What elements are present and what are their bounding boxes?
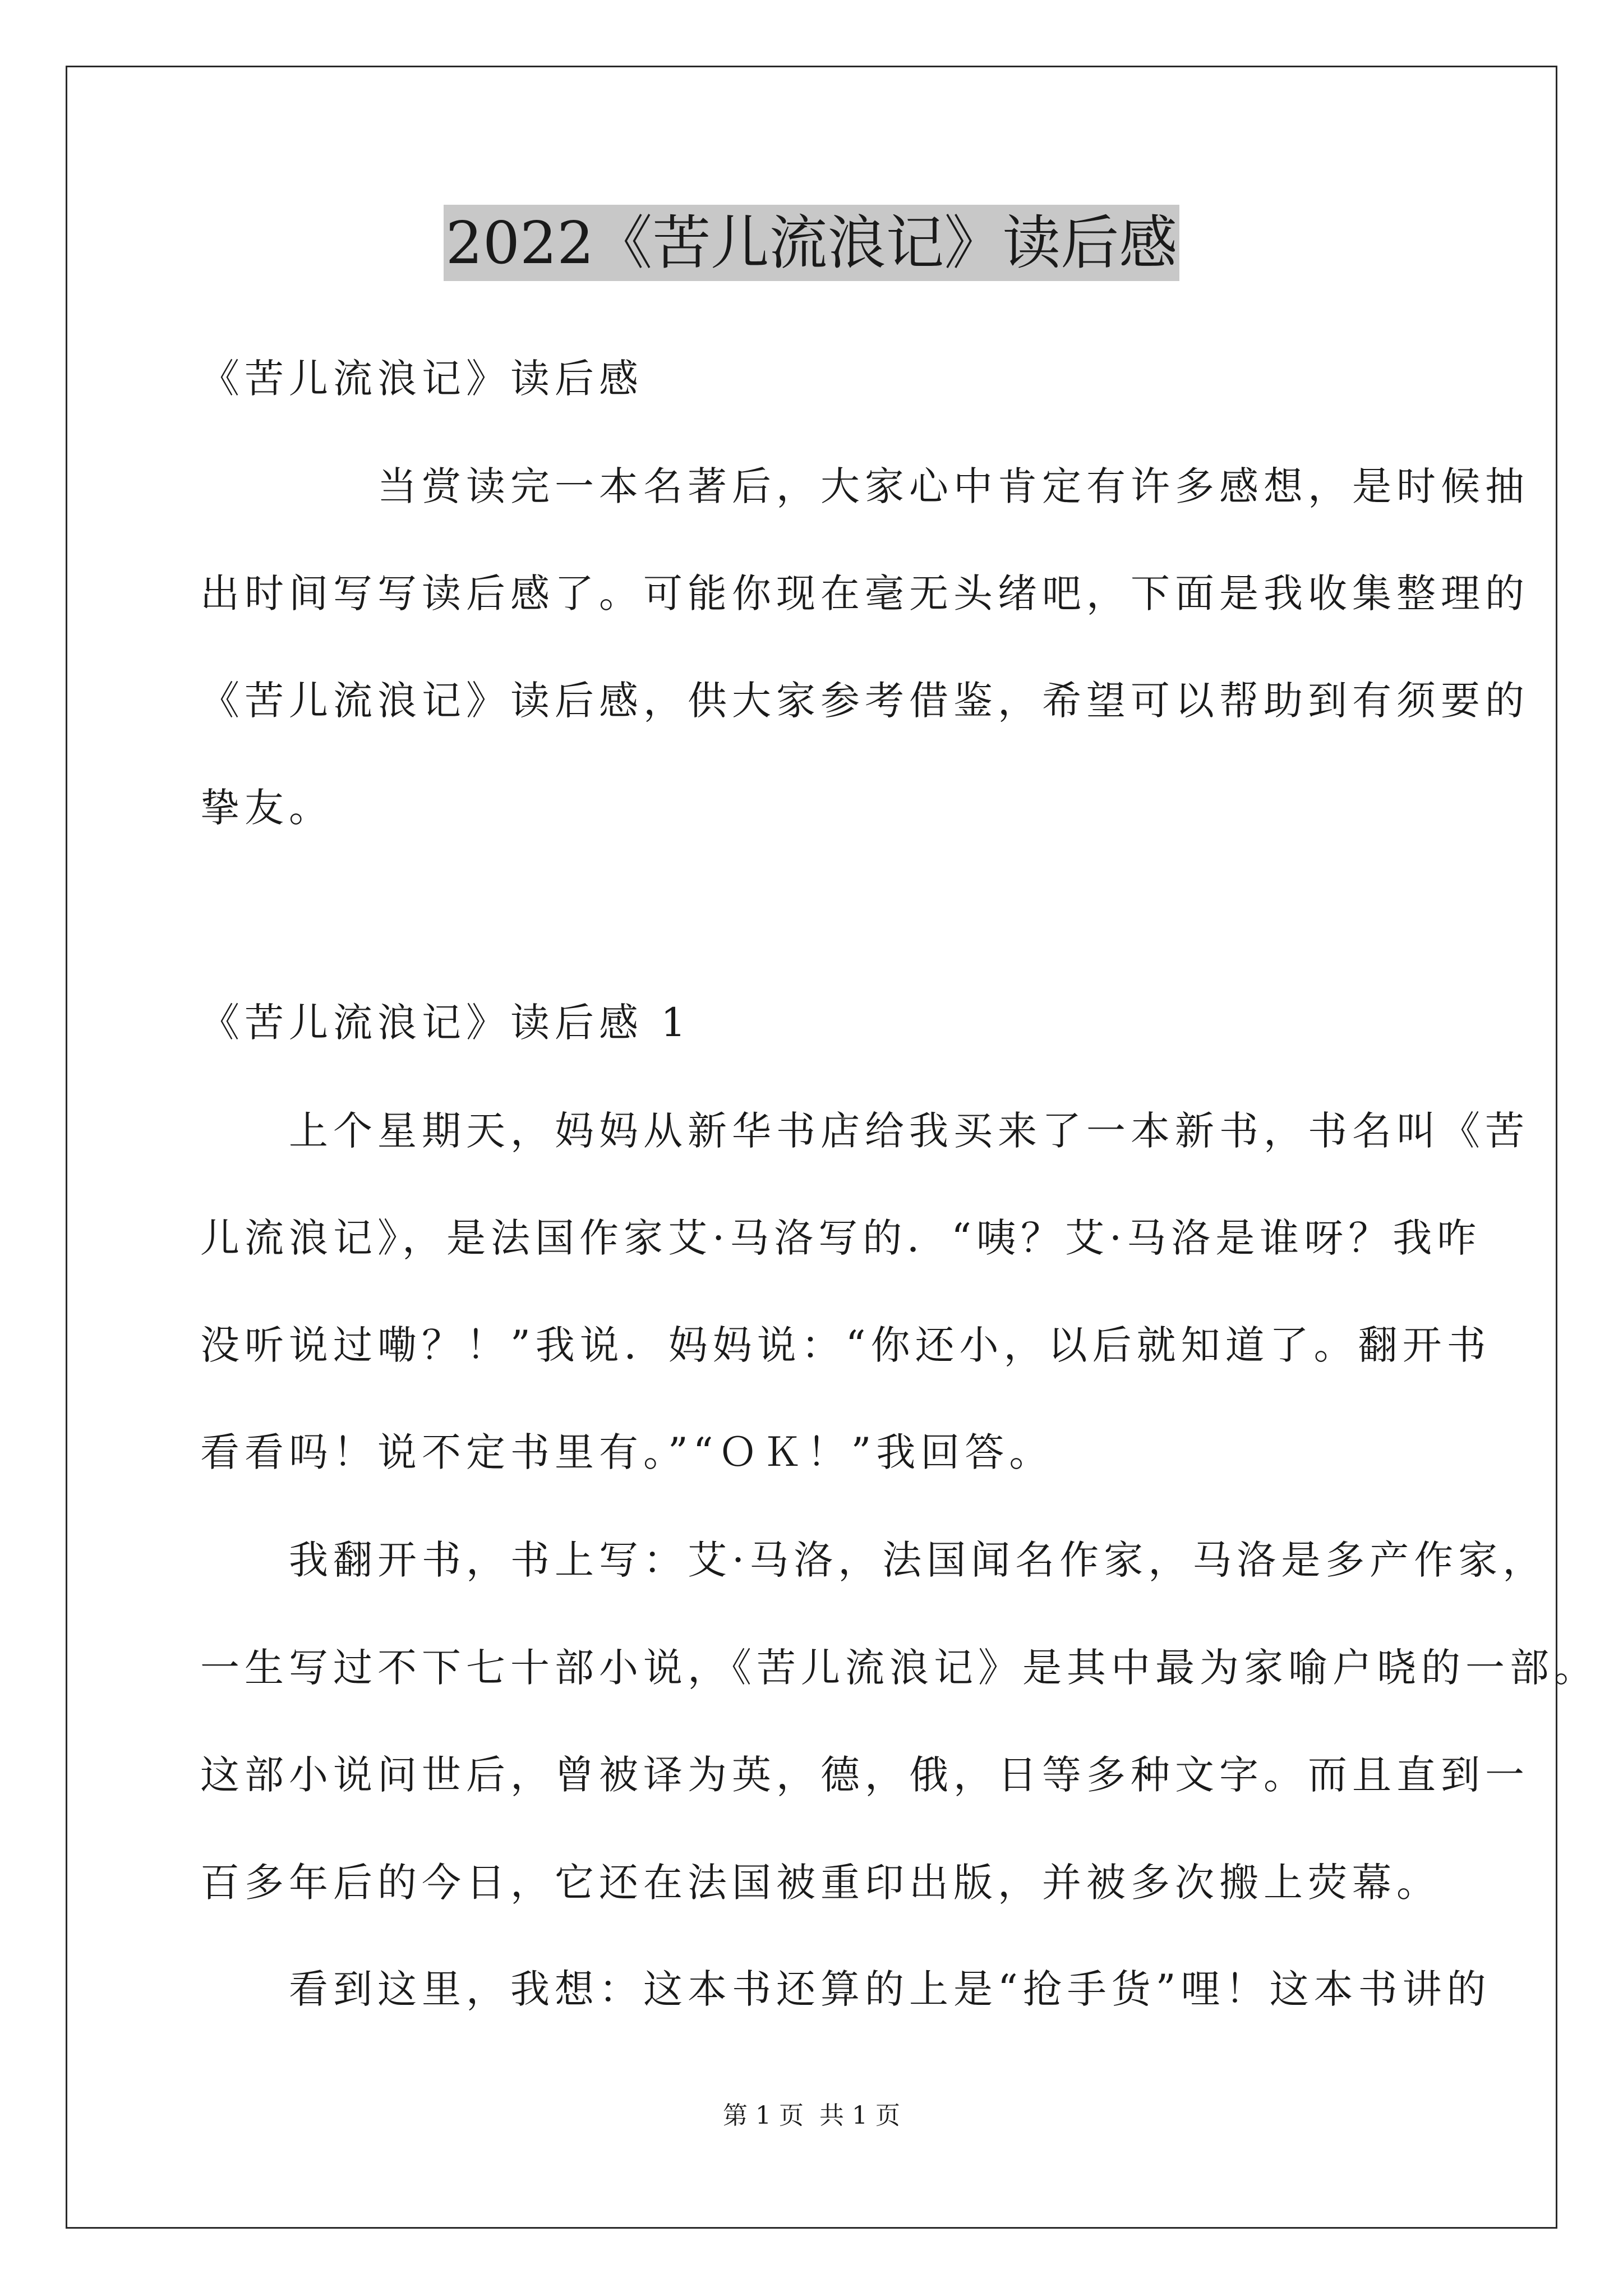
paragraph-line: 当赏读完一本名著后，大家心中肯定有许多感想，是时候抽 [200,463,1529,509]
paragraph-line: 这部小说问世后，曾被译为英，德，俄，日等多种文字。而且直到一 [200,1752,1529,1798]
paragraph-line: 出时间写写读后感了。可能你现在毫无头绪吧，下面是我收集整理的 [200,570,1529,616]
page-number: 第 1 页 [723,2101,804,2130]
paragraph-line: 儿流浪记》，是法国作家艾·马洛写的．“咦？艾·马洛是谁呀？我咋 [200,1215,1482,1261]
section-heading: 《苦儿流浪记》读后感 [200,356,643,402]
document-title: 2022《苦儿流浪记》读后感 [444,205,1180,281]
paragraph-line: 一生写过不下七十部小说，《苦儿流浪记》是其中最为家喻户晓的一部。 [200,1645,1598,1691]
paragraph-line: 看看吗！说不定书里有。”“ＯＫ！”我回答。 [200,1429,1054,1475]
paragraph-line: 《苦儿流浪记》读后感，供大家参考借鉴，希望可以帮助到有须要的 [200,678,1529,724]
paragraph-line: 挚友。 [200,785,333,831]
paragraph-line: 我翻开书，书上写：艾·马洛，法国闻名作家，马洛是多产作家， [200,1537,1547,1583]
paragraph-line: 百多年后的今日，它还在法国被重印出版，并被多次搬上荧幕。 [200,1860,1441,1906]
paragraph-line: 上个星期天，妈妈从新华书店给我买来了一本新书，书名叫《苦 [200,1108,1529,1154]
title-container [0,205,1623,281]
page-footer [0,2099,1623,2133]
paragraph-line: 看到这里，我想：这本书还算的上是“抢手货”哩！这本书讲的 [200,1966,1491,2012]
page-total: 共 1 页 [819,2101,900,2130]
paragraph-line: 没听说过嘞？！”我说．妈妈说：“你还小，以后就知道了。翻开书 [200,1322,1491,1368]
section-heading: 《苦儿流浪记》读后感 1 [200,1000,691,1046]
